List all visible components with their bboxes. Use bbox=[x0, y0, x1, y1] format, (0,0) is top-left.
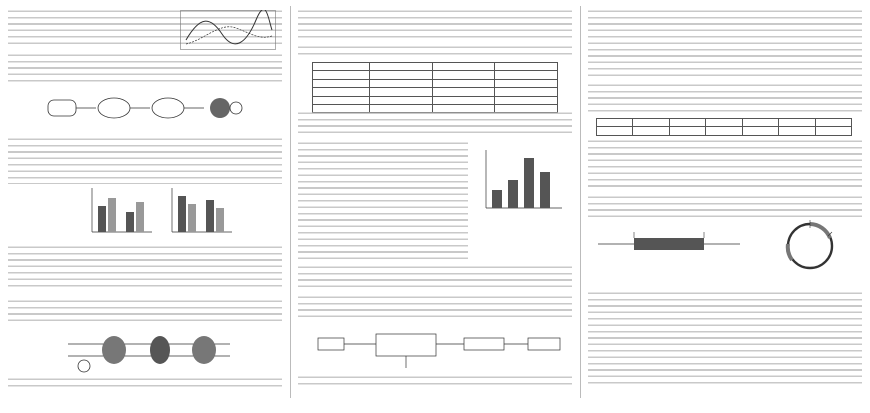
bar-chart-right bbox=[164, 186, 234, 240]
question-20 bbox=[8, 136, 282, 184]
table-cell bbox=[432, 71, 495, 79]
bar bbox=[540, 172, 550, 208]
table-header-cell bbox=[369, 63, 432, 71]
question-21-sub bbox=[8, 376, 282, 388]
table-cell bbox=[313, 88, 370, 96]
table-cell bbox=[706, 127, 742, 135]
exam-page-3 bbox=[584, 6, 866, 398]
table-header-cell bbox=[495, 63, 558, 71]
table-row bbox=[597, 127, 852, 135]
table-cell bbox=[779, 127, 815, 135]
membrane-transport-diagram bbox=[64, 326, 234, 374]
table-cell bbox=[432, 79, 495, 87]
table-cell bbox=[369, 88, 432, 96]
exam-page-1 bbox=[4, 6, 286, 398]
table-row bbox=[313, 79, 558, 87]
table-header-cell bbox=[669, 119, 705, 127]
table-header-cell bbox=[742, 119, 778, 127]
page-divider bbox=[580, 6, 581, 398]
question-25-parts bbox=[588, 290, 862, 386]
bar-chart-left bbox=[84, 186, 154, 240]
gene-construct-figure bbox=[594, 224, 744, 264]
question-20-options bbox=[8, 244, 282, 288]
question-22 bbox=[298, 140, 468, 260]
table-cell bbox=[313, 96, 370, 104]
table-header-row bbox=[313, 63, 558, 71]
table-cell bbox=[313, 71, 370, 79]
question-19 bbox=[8, 52, 282, 86]
table-cell bbox=[432, 88, 495, 96]
table-cell bbox=[432, 96, 495, 104]
line-graph-figure bbox=[180, 10, 276, 50]
bar bbox=[98, 206, 106, 232]
table-row bbox=[313, 88, 558, 96]
page-divider bbox=[290, 6, 291, 398]
question-21-part3 bbox=[298, 44, 572, 58]
table-cell bbox=[669, 127, 705, 135]
table-cell bbox=[597, 127, 633, 135]
table-header-cell bbox=[815, 119, 851, 127]
bar bbox=[206, 200, 214, 232]
figure-caption-left bbox=[588, 268, 708, 275]
table-header-cell bbox=[313, 63, 370, 71]
question-24 bbox=[588, 82, 862, 116]
bar bbox=[188, 204, 196, 232]
table-header-cell bbox=[779, 119, 815, 127]
bar bbox=[524, 158, 534, 208]
table-cell bbox=[369, 71, 432, 79]
table-cell bbox=[742, 127, 778, 135]
pathway-diagram bbox=[314, 324, 564, 372]
bar bbox=[492, 190, 502, 208]
bar bbox=[136, 202, 144, 232]
bar bbox=[178, 196, 186, 232]
exam-page-2 bbox=[294, 6, 576, 398]
table-cell bbox=[495, 79, 558, 87]
question-21-part2 bbox=[298, 8, 572, 42]
process-diagram bbox=[44, 88, 244, 132]
table-cell bbox=[495, 71, 558, 79]
table-header-cell bbox=[706, 119, 742, 127]
figure-caption-right bbox=[774, 280, 854, 287]
table-cell bbox=[369, 79, 432, 87]
bar bbox=[216, 208, 224, 232]
table-cell bbox=[369, 96, 432, 104]
bar-chart-q22 bbox=[476, 146, 566, 222]
question-23 bbox=[298, 294, 572, 320]
question-23-sub bbox=[298, 374, 572, 386]
table-cell bbox=[313, 79, 370, 87]
table-cell bbox=[495, 88, 558, 96]
table-cell bbox=[495, 96, 558, 104]
table-row bbox=[313, 96, 558, 104]
table-header-cell bbox=[633, 119, 669, 127]
question-22-parts bbox=[298, 264, 572, 290]
table-cell bbox=[633, 127, 669, 135]
plasmid-map-figure bbox=[770, 214, 850, 278]
table-header-cell bbox=[597, 119, 633, 127]
bar bbox=[108, 198, 116, 232]
table-header-cell bbox=[432, 63, 495, 71]
table-row bbox=[313, 71, 558, 79]
question-23-part2 bbox=[588, 8, 862, 78]
bar bbox=[126, 212, 134, 232]
question-24-parts bbox=[588, 138, 862, 190]
data-table bbox=[312, 62, 558, 113]
table-header-row bbox=[597, 119, 852, 127]
bar bbox=[508, 180, 518, 208]
question-21 bbox=[8, 298, 282, 324]
medium-composition-table bbox=[596, 118, 852, 136]
question-21-analysis bbox=[298, 110, 572, 136]
table-cell bbox=[815, 127, 851, 135]
